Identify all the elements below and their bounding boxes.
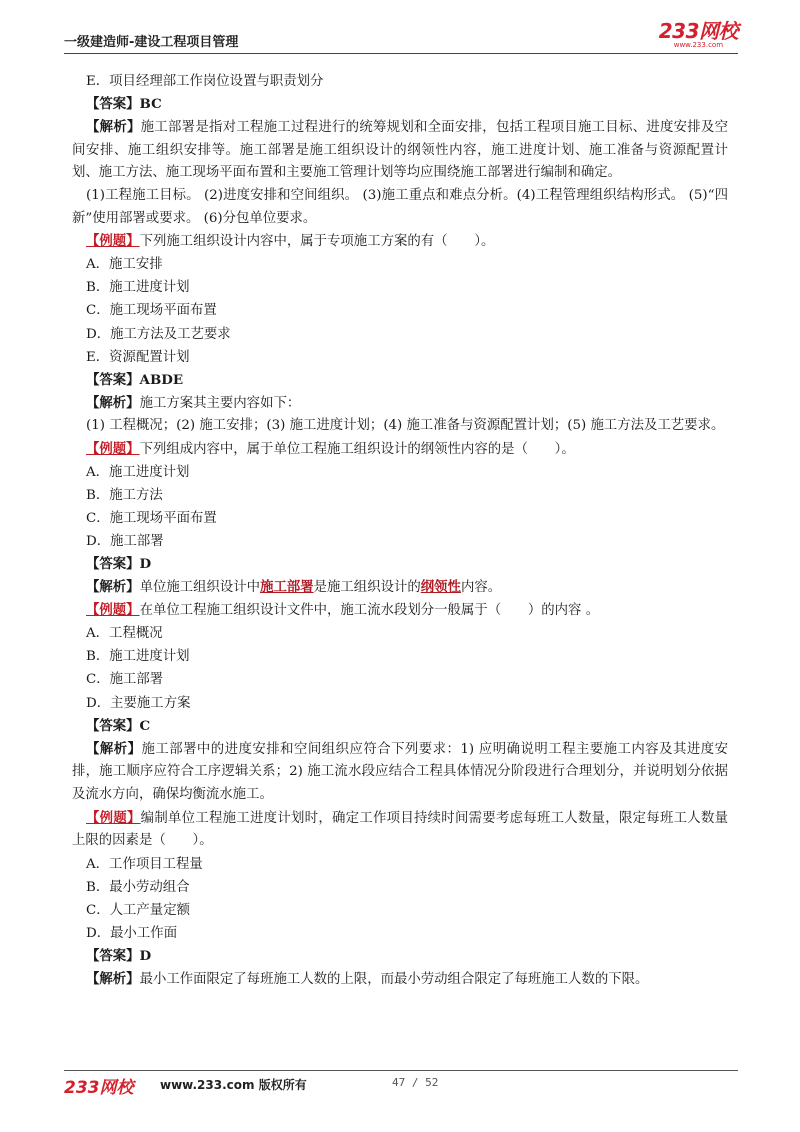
q1-option-a: A．施工安排 <box>86 257 163 273</box>
explanation-intro: 施工方案其主要内容如下： <box>139 395 301 411</box>
q2-option-c: C．施工现场平面布置 <box>86 510 217 526</box>
prev-option-e: E．项目经理部工作岗位设置与职责划分 <box>86 74 324 89</box>
q3-option-d: D．主要施工方案 <box>86 695 191 711</box>
explanation-tag: 【解析】 <box>86 119 141 136</box>
example-tag: 【例题】 <box>86 809 141 826</box>
q2-option-b: B．施工方法 <box>86 487 163 503</box>
q1-option-d: D．施工方法及工艺要求 <box>86 326 231 342</box>
explanation-tag: 【解析】 <box>86 971 140 988</box>
q1-option-e: E．资源配置计划 <box>86 349 190 365</box>
q2-answer: 【答案】D <box>86 555 152 572</box>
question-text: 下列组成内容中，属于单位工程施工组织设计的纲领性内容的是（ ）。 <box>139 441 575 457</box>
q3-option-a: A．工程概况 <box>86 626 163 642</box>
explanation-tag: 【解析】 <box>86 579 140 596</box>
q3-explanation <box>72 738 728 807</box>
q1-explanation-body: (1) 工程概况；(2) 施工安排；(3) 施工进度计划；(4) 施工准备与资源配置计划；(5) 施工方法及工艺要求。 <box>86 417 725 433</box>
explanation-text-b: 是施工组织设计的 <box>313 580 421 596</box>
footer-logo: 233网校 <box>64 1078 134 1098</box>
example-tag: 【例题】 <box>86 440 140 457</box>
explanation-text: 施工部署中的进度安排和空间组织应符合下列要求：1) 应明确说明工程主要施工内容及其进度安排，施工顺序应符合工序逻辑关系；2) 施工流水段应结合工程具体情况分阶段进行合理划分，并说明划分依据及流水方向，确保均衡流水施工。 <box>72 741 728 802</box>
q2-explanation <box>72 576 728 599</box>
prev-list: (1)工程施工目标。 (2)进度安排和空间组织。 (3)施工重点和难点分析。(4)工程管理组织结构形式。 (5)“四新”使用部署或要求。 (6)分包单位要求。 <box>72 187 728 226</box>
q1-option-c: C．施工现场平面布置 <box>86 303 217 319</box>
footer-divider <box>64 1070 738 1071</box>
footer-copyright: www.233.com 版权所有 <box>160 1078 307 1092</box>
q2-option-a: A．施工进度计划 <box>86 464 190 480</box>
brand-logo <box>659 21 738 49</box>
q3-option-c: C．施工部署 <box>86 672 164 688</box>
question-4-stem <box>72 807 728 853</box>
q4-explanation <box>72 968 728 991</box>
q2-option-d: D．施工部署 <box>86 533 164 549</box>
explanation-tag: 【解析】 <box>86 740 142 757</box>
question-3-stem <box>72 599 728 622</box>
prev-answer: 【答案】BC <box>86 96 162 113</box>
page-number: 47 / 52 <box>392 1076 439 1089</box>
q4-option-c: C．人工产量定额 <box>86 902 190 918</box>
document-body <box>72 70 728 991</box>
header-divider <box>64 53 738 54</box>
example-tag: 【例题】 <box>86 233 140 250</box>
highlight-deployment: 施工部署 <box>260 579 314 596</box>
prev-explanation <box>72 116 728 185</box>
explanation-text-a: 单位施工组织设计中 <box>139 580 261 596</box>
q4-option-d: D．最小工作面 <box>86 925 178 941</box>
q1-answer: 【答案】ABDE <box>86 371 184 388</box>
example-tag: 【例题】 <box>86 602 140 619</box>
q4-answer: 【答案】D <box>86 948 152 965</box>
logo-url: www.233.com <box>673 41 724 49</box>
explanation-text: 最小工作面限定了每班施工人数的上限，而最小劳动组合限定了每班施工人数的下限。 <box>139 972 649 988</box>
explanation-tag: 【解析】 <box>86 394 140 411</box>
explanation-text-c: 内容。 <box>460 580 502 596</box>
q4-option-b: B．最小劳动组合 <box>86 879 190 895</box>
highlight-programmatic: 纲领性 <box>420 579 461 596</box>
q4-option-a: A．工作项目工程量 <box>86 856 203 872</box>
header-title: 一级建造师-建设工程项目管理 <box>64 35 239 50</box>
question-text: 在单位工程施工组织设计文件中，施工流水段划分一般属于（ ）的内容 。 <box>139 603 600 619</box>
question-text: 编制单位工程施工进度计划时，确定工作项目持续时间需要考虑每班工人数量，限定每班工人数量上限的因素是（ ）。 <box>72 810 729 849</box>
question-1-stem <box>72 230 728 253</box>
question-text: 下列施工组织设计内容中，属于专项施工方案的有（ ）。 <box>139 234 495 250</box>
logo-text: 233网校 <box>658 19 738 43</box>
q1-option-b: B．施工进度计划 <box>86 280 190 296</box>
q3-option-b: B．施工进度计划 <box>86 649 190 665</box>
explanation-text: 施工部署是指对工程施工过程进行的统筹规划和全面安排，包括工程项目施工目标、进度安排及空间安排、施工组织安排等。施工部署是施工组织设计的纲领性内容，施工进度计划、施工准备与资源配置计划、施工方法、施工现场平面布置和主要施工管理计划等均应围绕施工部署进行编制和确定。 <box>72 120 729 181</box>
question-2-stem <box>72 438 728 461</box>
q1-explanation <box>72 392 728 415</box>
q3-answer: 【答案】C <box>86 717 151 734</box>
